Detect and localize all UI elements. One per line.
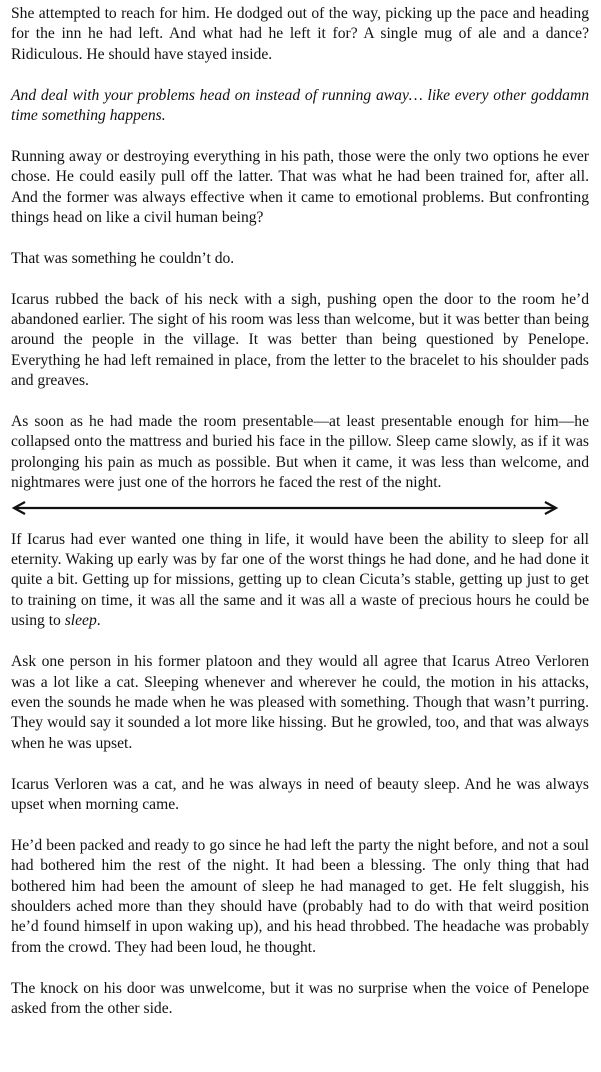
paragraph-reach: She attempted to reach for him. He dodged out of the way, picking up the pace and heading for the inn he had left. And what had he left it for? A single mug of ale and a dance? Ridiculous. He should have stayed inside. [11,5,589,63]
paragraph-sleep-end: . [96,612,101,630]
paragraph-sleep-text: If Icarus had ever wanted one thing in life, it would have been the ability to sleep for all eternity. Waking up early was by far one of the worst things he had done, and he had done it quite a bit. Getting up for missions, getting up to clean Cicuta’s stable, getting up just to get to training on time, it was all the same and it was all a waste of precious hours he could be using to [11,530,589,630]
paragraph-couldnt-do: That was something he couldn’t do. [11,249,235,267]
document-page [11,4,589,1040]
paragraph-inner-thought: And deal with your problems head on instead of running away… like every other goddamn time something happens. [11,86,589,125]
paragraph-collapse: As soon as he had made the room presentable—at least presentable enough for him—he collapsed onto the mattress and buried his face in the pillow. Sleep came slowly, as if it was prolonging his pain as much as possible. But when it came, it was less than welcome, and nightmares were just one of the horrors he faced the rest of the night. [11,413,589,492]
paragraph-running-away: Running away or destroying everything in his path, those were the only two options he ever chose. He could easily pull off the latter. That was what he had been trained for, after all. And the former was always effective when it came to emotional problems. But confronting things head on like a civil human being? [11,147,589,227]
paragraph-room: Icarus rubbed the back of his neck with a sigh, pushing open the door to the room he’d abandoned earlier. The sight of his room was less than welcome, but it was better than being around the people in the village. It was better than being questioned by Penelope. Everything he had left remained in place, from the letter to the bracelet to his shoulder pads and greaves. [11,290,589,390]
section-divider [11,500,559,516]
paragraph-cat: Ask one person in his former platoon and they would all agree that Icarus Atreo Verloren was a lot like a cat. Sleeping whenever and wherever he could, the motion in his attacks, even the sounds he made when he was pleased with something. Though that wasn’t purring. They would say it sounded a lot more like hissing. But he growled, too, and that was always when he was upset. [11,653,589,752]
paragraph-sleep-emphasis: sleep [64,612,97,630]
paragraph-packed: He’d been packed and ready to go since he had left the party the night before, and not a soul had bothered him the rest of the night. It had been a blessing. The only thing that had bothered him had been the amount of sleep he had managed to get. He felt sluggish, his shoulders ached more than they should have (probably had to do with that weird position he’d found himself in upon waking up), and his head throbbed. The headache was probably from the crowd. They had been loud, he thought. [11,836,589,956]
paragraph-beauty-sleep: Icarus Verloren was a cat, and he was always in need of beauty sleep. And he was always upset when morning came. [11,775,589,813]
paragraph-knock: The knock on his door was unwelcome, but it was no surprise when the voice of Penelope asked from the other side. [11,979,589,1017]
double-arrow-icon [11,500,559,516]
paragraph-sleep-eternity [11,530,589,632]
